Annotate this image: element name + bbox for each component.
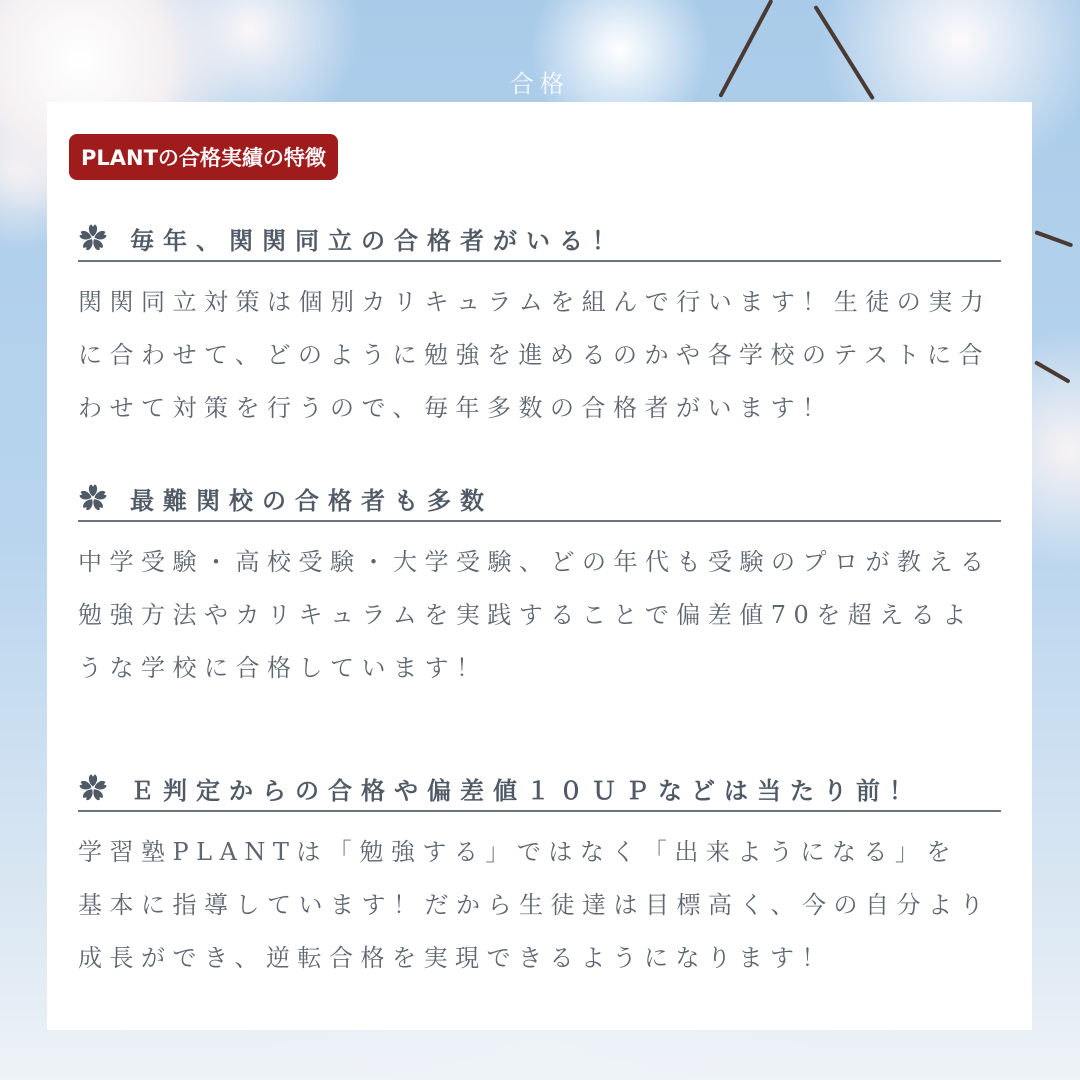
section-heading: 毎年、関関同立の合格者がいる！ <box>130 226 625 255</box>
section-1 <box>78 216 1001 435</box>
branch <box>1034 230 1073 247</box>
section-heading: Ｅ判定からの合格や偏差値１０ＵＰなどは当たり前！ <box>130 776 922 805</box>
banner-title: 合格 <box>510 70 570 98</box>
body-line: 勉強方法やカリキュラムを実践することで偏差値70を超えるよ <box>78 601 974 629</box>
sakura-icon <box>78 223 108 253</box>
feature-badge: PLANTの合格実績の特徴 <box>69 134 338 180</box>
section-heading: 最難関校の合格者も多数 <box>130 486 493 515</box>
content-card <box>47 102 1032 1030</box>
section-3 <box>78 766 1001 985</box>
body-line: 学習塾PLANTは「勉強する」ではなく「出来ようになる」を <box>78 838 958 866</box>
body-line: 関関同立対策は個別カリキュラムを組んで行います！生徒の実力 <box>78 288 992 316</box>
sakura-icon <box>78 483 108 513</box>
body-line: に合わせて、どのように勉強を進めるのかや各学校のテストに合 <box>78 341 991 369</box>
body-line: 中学受験・高校受験・大学受験、どの年代も受験のプロが教える <box>78 548 992 576</box>
sakura-icon <box>78 773 108 803</box>
section-2 <box>78 476 1001 695</box>
body-line: わせて対策を行うので、毎年多数の合格者がいます！ <box>78 394 834 422</box>
body-line: 基本に指導しています！だから生徒達は目標高く、今の自分より <box>78 891 992 919</box>
branch <box>1034 360 1071 383</box>
body-line: 成長ができ、逆転合格を実現できるようになります！ <box>78 944 834 972</box>
body-line: うな学校に合格しています！ <box>78 654 488 682</box>
